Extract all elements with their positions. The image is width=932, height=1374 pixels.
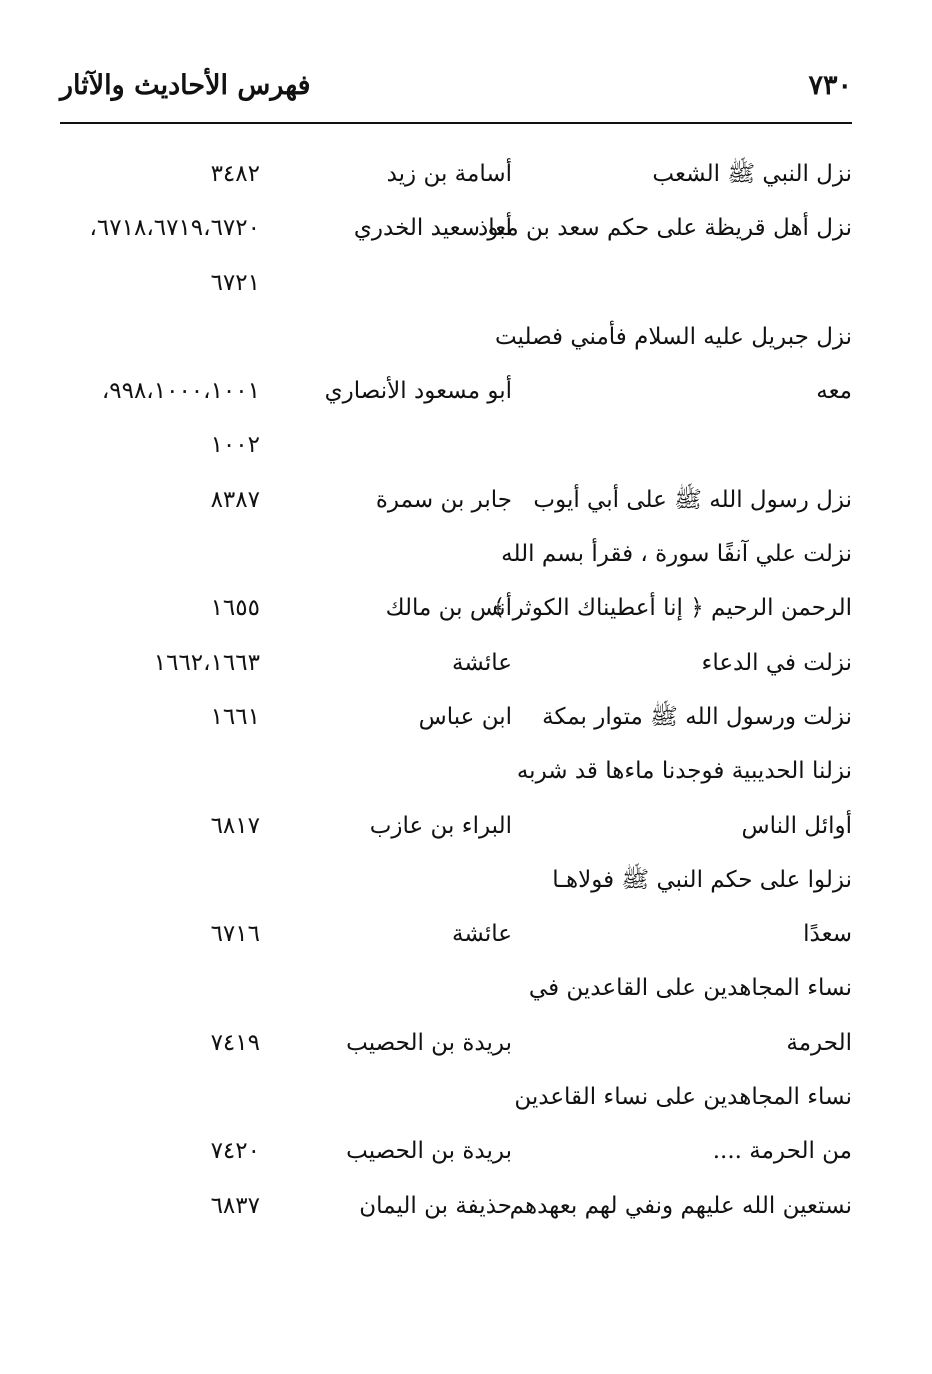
- page-header: [60, 70, 852, 110]
- narrator-name: حذيفة بن اليمان: [359, 1192, 512, 1219]
- hadith-text: نزلنا الحديبية فوجدنا ماءها قد شربه: [516, 758, 852, 785]
- index-row: [60, 693, 852, 747]
- narrator-name: أبو مسعود الأنصاري: [324, 378, 512, 405]
- hadith-text: سعدًا: [803, 921, 852, 948]
- hadith-text: الحرمة: [786, 1029, 852, 1056]
- hadith-numbers: ١٦٦١: [210, 703, 260, 730]
- hadith-text: نزل النبي ﷺ الشعب: [652, 161, 852, 187]
- index-row: [60, 910, 852, 964]
- index-row: [60, 259, 852, 313]
- narrator-name: البراء بن عازب: [369, 812, 512, 839]
- index-row: [60, 964, 852, 1018]
- hadith-numbers: ١٦٦٢،١٦٦٣: [153, 649, 260, 676]
- hadith-numbers: ٦٧٢١: [210, 269, 260, 296]
- hadith-text: نزل رسول الله ﷺ على أبي أيوب: [533, 486, 852, 513]
- hadith-text: من الحرمة ....: [712, 1138, 852, 1165]
- index-row: [60, 1182, 852, 1236]
- page-number: ٧٣٠: [808, 70, 852, 101]
- narrator-name: أبو سعيد الخدري: [353, 215, 512, 242]
- hadith-numbers: ٦٨٣٧: [210, 1192, 260, 1219]
- hadith-text: نزلت علي آنفًا سورة ، فقرأ بسم الله: [501, 541, 852, 568]
- hadith-text: نزلت في الدعاء: [701, 649, 852, 676]
- header-rule: [60, 122, 852, 124]
- index-row: [60, 584, 852, 638]
- hadith-numbers: ٦٧١٨،٦٧١٩،٦٧٢٠،: [89, 215, 260, 242]
- narrator-name: عائشة: [452, 921, 512, 948]
- hadith-text: نستعين الله عليهم ونفي لهم بعهدهم: [509, 1192, 852, 1219]
- index-row: [60, 1073, 852, 1127]
- index-row: [60, 747, 852, 801]
- index-row: [60, 1019, 852, 1073]
- hadith-numbers: ١٠٠٢: [210, 432, 260, 459]
- hadith-text: الرحمن الرحيم ﴿ إنا أعطيناك الكوثر ﴾: [491, 595, 852, 622]
- narrator-name: بريدة بن الحصيب: [346, 1138, 512, 1165]
- hadith-text: نزلت ورسول الله ﷺ متوار بمكة: [542, 703, 852, 730]
- hadith-text: معه: [816, 378, 852, 405]
- hadith-numbers: ٨٣٨٧: [210, 486, 260, 513]
- hadith-numbers: ٩٩٨،١٠٠٠،١٠٠١،: [101, 378, 260, 405]
- hadith-text: نساء المجاهدين على نساء القاعدين: [514, 1084, 852, 1111]
- narrator-name: عائشة: [452, 649, 512, 676]
- hadith-numbers: ٧٤١٩: [210, 1029, 260, 1056]
- index-row: [60, 204, 852, 258]
- running-title: فهرس الأحاديث والآثار: [60, 70, 311, 101]
- hadith-text: نزلوا على حكم النبي ﷺ فولاهـا: [552, 866, 852, 893]
- narrator-name: بريدة بن الحصيب: [346, 1029, 512, 1056]
- index-row: [60, 313, 852, 367]
- hadith-index-list: [60, 150, 852, 1236]
- hadith-numbers: ٦٧١٦: [210, 921, 260, 948]
- narrator-name: أسامة بن زيد: [386, 161, 512, 187]
- index-row: [60, 367, 852, 421]
- index-row: [60, 530, 852, 584]
- index-row: [60, 421, 852, 475]
- index-row: [60, 856, 852, 910]
- narrator-name: جابر بن سمرة: [375, 486, 512, 513]
- index-row: [60, 639, 852, 693]
- narrator-name: أنس بن مالك: [385, 595, 512, 622]
- hadith-text: نزل أهل قريظة على حكم سعد بن معاذ: [478, 215, 852, 242]
- hadith-numbers: ٧٤٢٠: [210, 1138, 260, 1165]
- hadith-text: أوائل الناس: [741, 812, 852, 839]
- hadith-text: نساء المجاهدين على القاعدين في: [528, 975, 852, 1002]
- index-row: [60, 802, 852, 856]
- index-row: [60, 1127, 852, 1181]
- narrator-name: ابن عباس: [418, 703, 512, 730]
- hadith-numbers: ٣٤٨٢: [210, 161, 260, 187]
- hadith-text: نزل جبريل عليه السلام فأمني فصليت: [494, 323, 852, 350]
- index-row: [60, 476, 852, 530]
- hadith-numbers: ٦٨١٧: [210, 812, 260, 839]
- hadith-numbers: ١٦٥٥: [210, 595, 260, 622]
- index-row: [60, 150, 852, 204]
